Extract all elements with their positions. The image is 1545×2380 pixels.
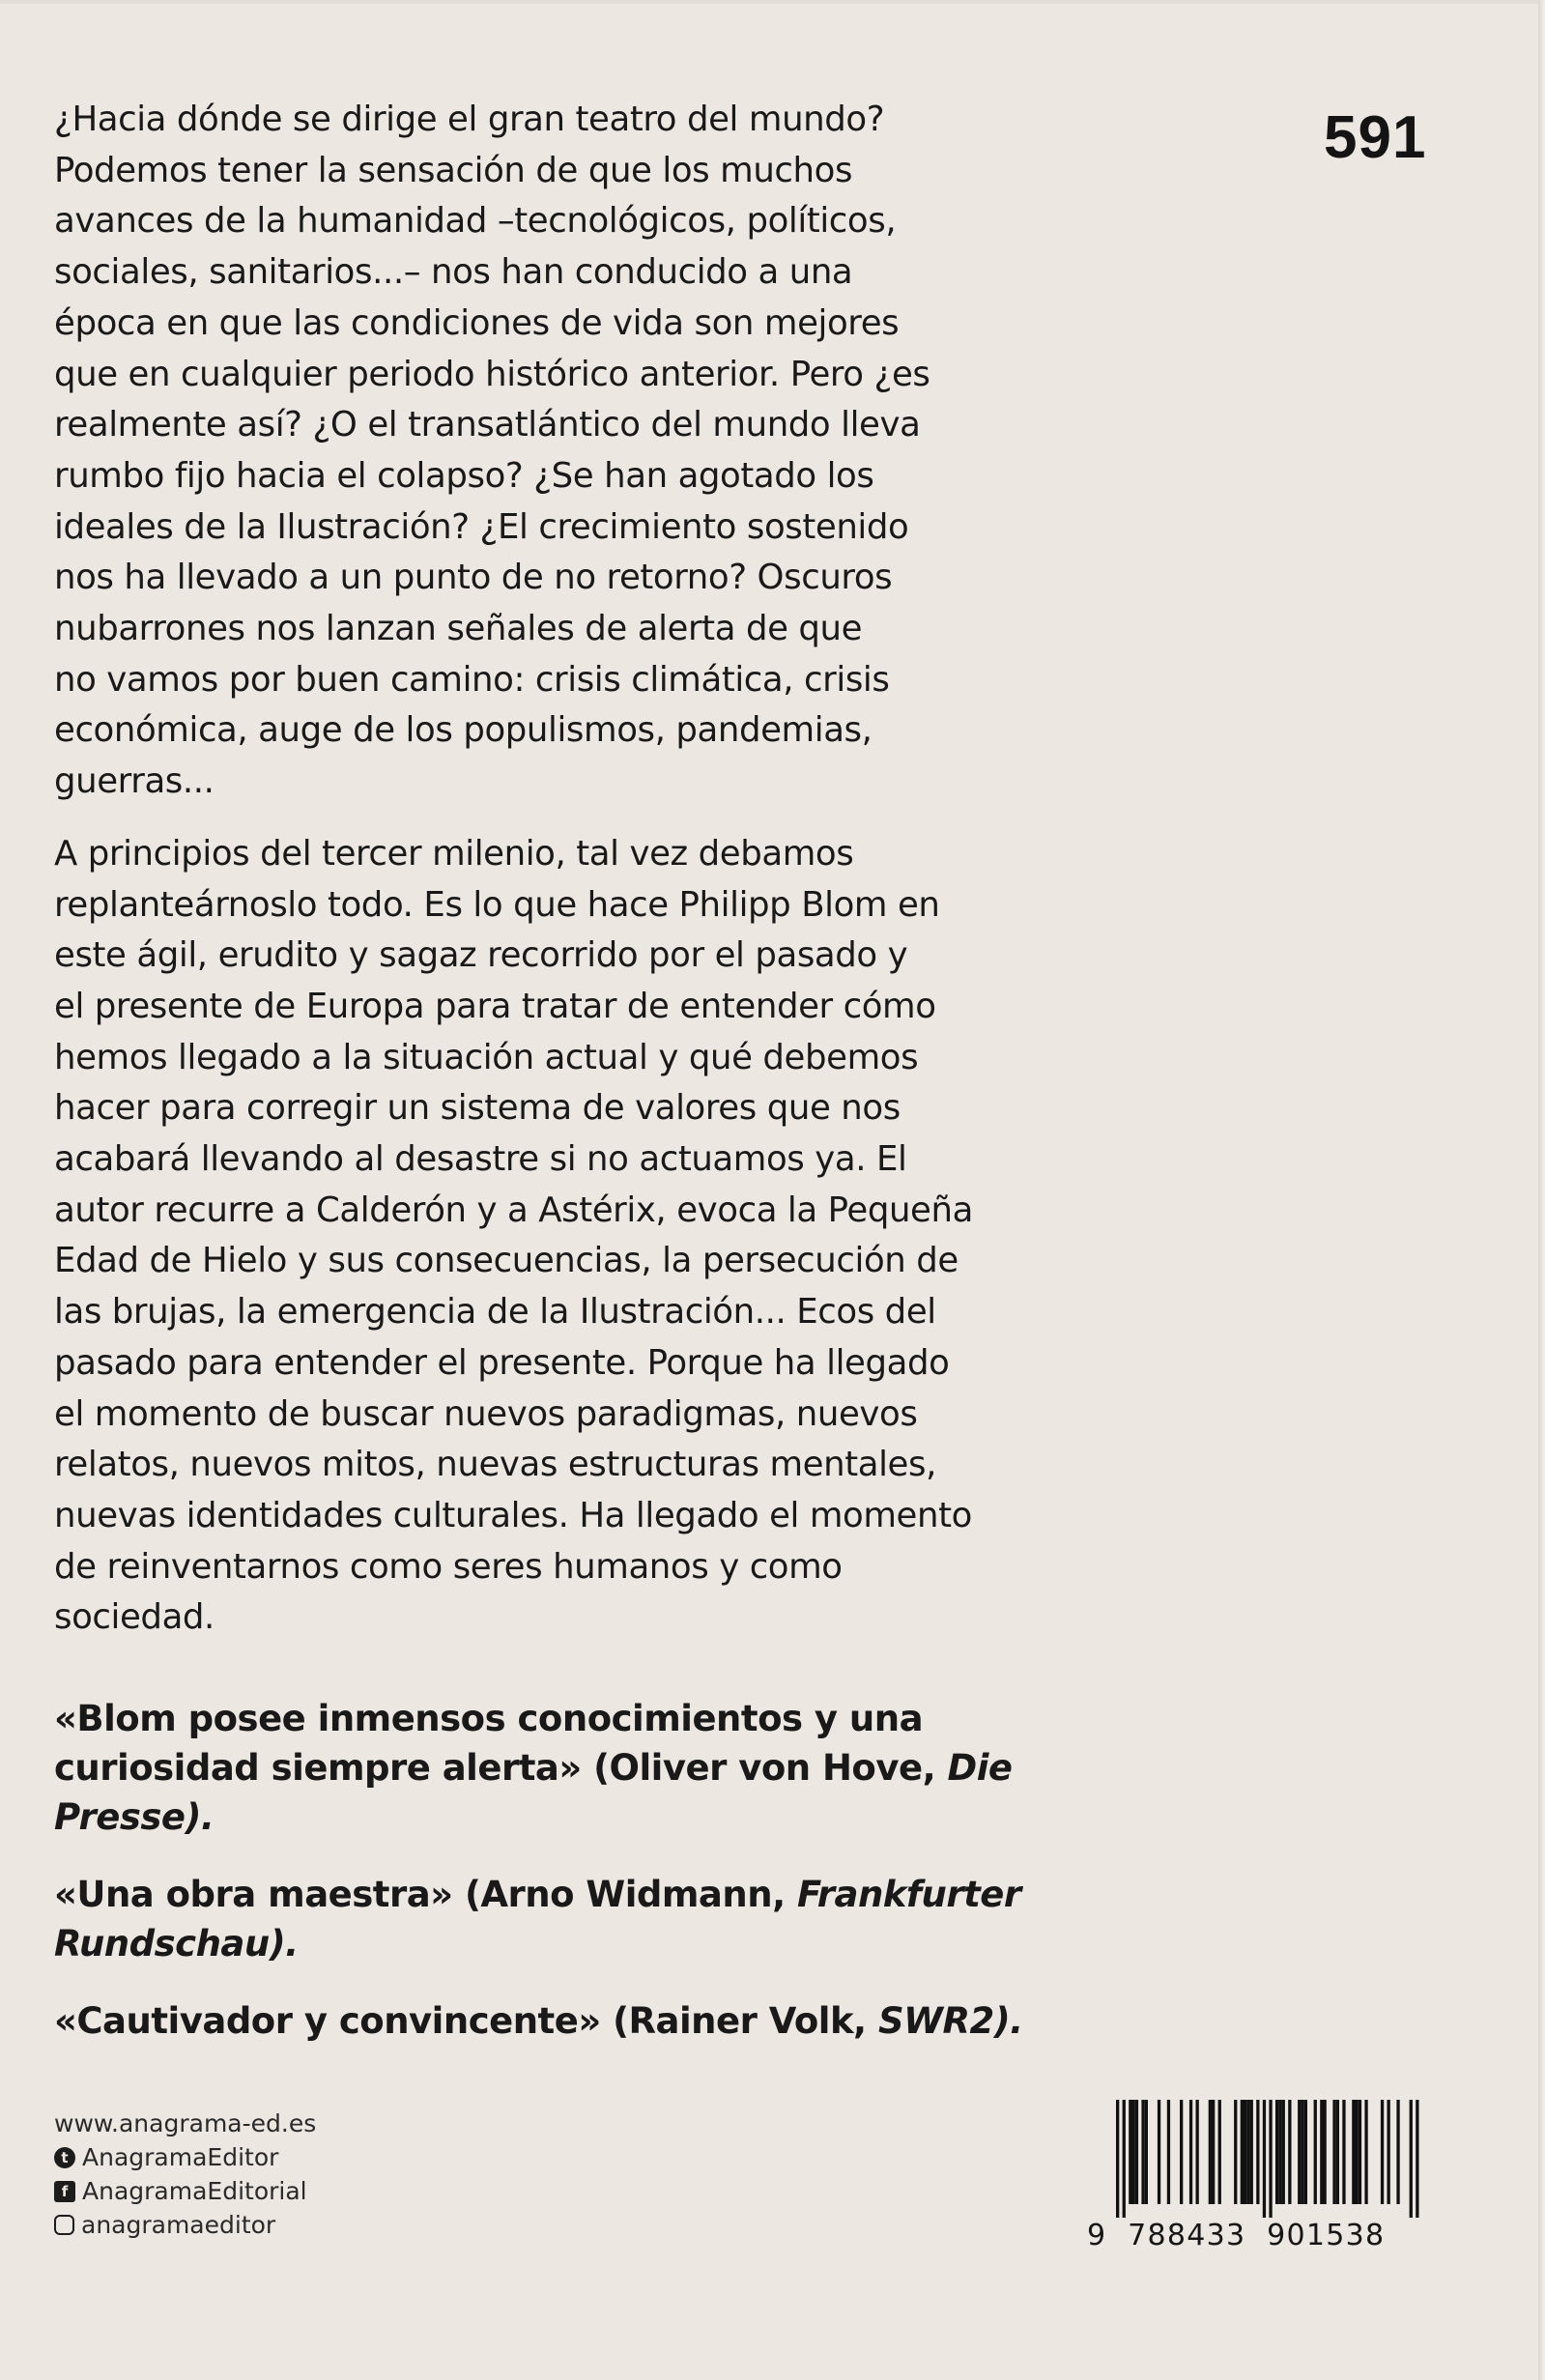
text-line: económica, auge de los populismos, pandemias, [54,710,873,751]
text-line: nubarrones nos lanzan señales de alerta de que [54,609,863,649]
quote-end: ). [185,1796,215,1838]
text-line: de reinventarnos como seres humanos y como [54,1546,843,1587]
quote-line [54,1996,1069,2046]
barcode-bar [1314,2100,1317,2204]
text-line: relatos, nuevos mitos, nuevas estructuras mentales, [54,1445,936,1485]
text-line: el presente de Europa para tratar de entender cómo [54,986,936,1026]
text-line: rumbo fijo hacia el colapso? ¿Se han agotado los [54,455,874,496]
website-link[interactable]: www.anagrama-ed.es [54,2109,317,2137]
barcode-bar [1116,2100,1119,2218]
barcode-bar [1145,2100,1148,2204]
barcode-bar [1256,2100,1259,2204]
barcode-bar [1135,2100,1138,2204]
twitter-row[interactable] [54,2140,316,2174]
barcode [1087,2100,1454,2252]
twitter-icon: t [54,2147,75,2168]
quote-3 [54,1996,1069,2046]
text-line: pasado para entender el presente. Porque ha llegado [54,1342,950,1383]
text-line: replanteárnoslo todo. Es lo que hace Philipp Blom en [54,884,940,925]
text-line: realmente así? ¿O el transatlántico del mundo lleva [54,405,921,445]
instagram-icon [54,2215,74,2235]
barcode-bar [1189,2100,1192,2204]
page-edge-right [1538,0,1545,2380]
quote-source: Presse [54,1796,186,1838]
barcode-bar [1298,2100,1301,2204]
synopsis [54,95,1069,1644]
website-row[interactable] [54,2107,316,2140]
text-line: Podemos tener la sensación de que los muchos [54,150,853,190]
quote-1 [54,1694,1069,1842]
page-edge-top [0,0,1545,4]
barcode-bar [1356,2100,1359,2204]
barcode-bar [1244,2100,1246,2204]
text-line: las brujas, la emergencia de la Ilustración... Ecos del [54,1292,936,1333]
barcode-bar [1278,2100,1281,2204]
quote-gap [54,1968,1069,1996]
barcode-bar [1359,2100,1361,2204]
twitter-handle[interactable]: AnagramaEditor [82,2143,279,2171]
text-line: hacer para corregir un sistema de valores que nos [54,1088,901,1129]
barcode-bar [1212,2100,1215,2204]
barcode-bar [1301,2100,1303,2204]
text-line: A principios del tercer milenio, tal vez debamos [54,833,854,874]
barcode-bar [1180,2100,1183,2204]
barcode-bar [1324,2100,1327,2204]
facebook-icon: f [54,2181,75,2202]
quote-line [54,1743,1069,1792]
barcode-first-digit: 9 [1087,2219,1107,2252]
quote-gap [54,1842,1069,1870]
barcode-bar [1269,2100,1272,2218]
quote-line [54,1792,1069,1842]
barcode-bar [1241,2100,1244,2204]
collection-number: 591 [1324,104,1427,171]
text-line: este ágil, erudito y sagaz recorrido por el pasado y [54,935,908,976]
publisher-contacts [54,2107,316,2242]
instagram-handle[interactable]: anagramaeditor [81,2211,276,2239]
barcode-bar [1364,2100,1367,2204]
barcode-bar [1388,2100,1390,2204]
quote-line [54,1870,1069,1919]
paragraph-gap [54,808,1069,829]
barcode-digits [1087,2219,1454,2252]
press-quotes [54,1694,1069,2046]
barcode-bar [1167,2100,1170,2204]
quote-text: «Cautivador y convincente» (Rainer Volk, [54,2000,878,2042]
text-line: autor recurre a Calderón y a Astérix, evoca la Pequeña [54,1190,973,1230]
facebook-row[interactable] [54,2174,316,2208]
barcode-bar [1416,2100,1418,2218]
facebook-handle[interactable]: AnagramaEditorial [82,2177,307,2205]
barcode-bar [1336,2100,1339,2204]
barcode-bar [1332,2100,1335,2204]
text-line: acabará llevando al desastre si no actuamos ya. El [54,1139,907,1180]
barcode-bar [1123,2100,1126,2218]
quote-line: «Blom posee inmensos conocimientos y una [54,1698,924,1739]
quote-line [54,1919,1069,1968]
text-line: Edad de Hielo y sus consecuencias, la persecución de [54,1241,958,1281]
barcode-bar [1250,2100,1253,2204]
barcode-bar [1141,2100,1144,2204]
quote-source: Frankfurter [797,1874,1021,1915]
barcode-bars [1087,2100,1454,2221]
quote-end: ). [993,2000,1023,2042]
barcode-left-group: 788433 [1128,2219,1246,2252]
quote-2 [54,1870,1069,1968]
instagram-row[interactable] [54,2208,316,2242]
barcode-bar [1410,2100,1413,2218]
barcode-bar [1196,2100,1199,2204]
barcode-bar [1158,2100,1160,2204]
quote-source: Rundschau [54,1923,270,1964]
text-line: sociales, sanitarios...– nos han conducido a una [54,252,853,293]
text-line: hemos llegado a la situación actual y qué debemos [54,1037,919,1077]
text-line: sociedad. [54,1597,215,1638]
text-line: ideales de la Ilustración? ¿El crecimiento sostenido [54,506,909,547]
barcode-right-group: 901538 [1267,2219,1386,2252]
barcode-bar [1288,2100,1291,2204]
quote-text: «Una obra maestra» (Arno Widmann, [54,1874,798,1915]
barcode-bar [1218,2100,1221,2204]
barcode-bar [1381,2100,1384,2204]
quote-source: SWR2 [878,2000,994,2042]
text-line: avances de la humanidad –tecnológicos, políticos, [54,201,897,242]
barcode-bar [1132,2100,1135,2204]
quote-source: Die [947,1747,1013,1789]
barcode-bar [1246,2100,1249,2204]
barcode-bar [1352,2100,1355,2204]
barcode-bar [1304,2100,1307,2204]
synopsis-paragraph-1 [54,95,1069,808]
barcode-bar [1129,2100,1131,2204]
text-line: que en cualquier periodo histórico anterior. Pero ¿es [54,354,930,394]
synopsis-paragraph-2 [54,829,1069,1644]
text-line: nos ha llevado a un punto de no retorno? Oscuros [54,558,893,598]
barcode-bar [1209,2100,1212,2204]
text-line: ¿Hacia dónde se dirige el gran teatro del mundo? [54,100,885,139]
text-line: el momento de buscar nuevos paradigmas, nuevos [54,1393,918,1434]
barcode-bar [1275,2100,1278,2204]
barcode-bar [1320,2100,1323,2204]
text-line: época en que las condiciones de vida son mejores [54,302,900,343]
quote-text: curiosidad siempre alerta» (Oliver von Hove, [54,1747,948,1789]
text-line: guerras... [54,761,215,802]
barcode-bar [1282,2100,1285,2204]
text-line: nuevas identidades culturales. Ha llegado el momento [54,1495,972,1535]
barcode-bar [1396,2100,1399,2204]
barcode-bar [1263,2100,1266,2218]
text-line: no vamos por buen camino: crisis climática, crisis [54,659,890,700]
barcode-bar [1234,2100,1237,2204]
quote-end: ). [269,1923,299,1964]
barcode-bar [1342,2100,1345,2204]
